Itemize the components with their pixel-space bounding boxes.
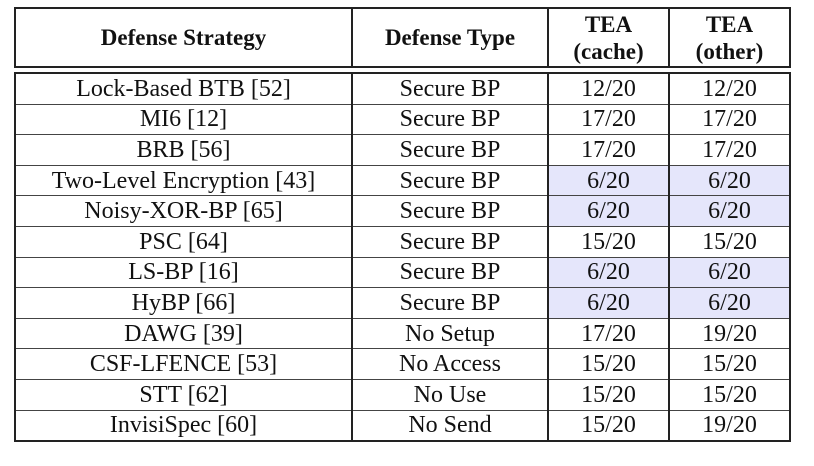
cell-defense-type: Secure BP bbox=[352, 135, 548, 166]
cell-tea-other: 12/20 bbox=[669, 73, 790, 104]
cell-tea-other: 15/20 bbox=[669, 226, 790, 257]
header-defense-type bbox=[352, 8, 548, 67]
cell-tea-other: 6/20 bbox=[669, 288, 790, 319]
cell-tea-other: 19/20 bbox=[669, 318, 790, 349]
cell-defense-type: Secure BP bbox=[352, 257, 548, 288]
cell-tea-other: 15/20 bbox=[669, 349, 790, 380]
table-row bbox=[15, 349, 790, 380]
header-row bbox=[15, 8, 790, 67]
cell-defense-type: Secure BP bbox=[352, 165, 548, 196]
cell-defense-strategy: Two-Level Encryption [43] bbox=[15, 165, 352, 196]
cell-defense-type: No Access bbox=[352, 349, 548, 380]
header-tea-other-line1: TEA bbox=[705, 11, 754, 37]
cell-tea-cache: 15/20 bbox=[548, 349, 669, 380]
cell-defense-strategy: BRB [56] bbox=[15, 135, 352, 166]
cell-tea-cache: 6/20 bbox=[548, 165, 669, 196]
cell-defense-strategy: HyBP [66] bbox=[15, 288, 352, 319]
defense-table-container bbox=[14, 7, 789, 442]
cell-defense-strategy: PSC [64] bbox=[15, 226, 352, 257]
cell-tea-other: 17/20 bbox=[669, 104, 790, 135]
cell-tea-cache: 6/20 bbox=[548, 288, 669, 319]
cell-tea-other: 17/20 bbox=[669, 135, 790, 166]
cell-defense-strategy: DAWG [39] bbox=[15, 318, 352, 349]
header-defense-strategy bbox=[15, 8, 352, 67]
table-row bbox=[15, 410, 790, 441]
table-row bbox=[15, 226, 790, 257]
table-row bbox=[15, 288, 790, 319]
table-row bbox=[15, 73, 790, 104]
defense-strategy-table bbox=[14, 7, 791, 442]
cell-tea-cache: 17/20 bbox=[548, 135, 669, 166]
cell-defense-type: Secure BP bbox=[352, 226, 548, 257]
cell-defense-type: No Send bbox=[352, 410, 548, 441]
cell-tea-cache: 17/20 bbox=[548, 104, 669, 135]
header-defense-type-label: Defense Type bbox=[384, 25, 516, 50]
cell-tea-cache: 15/20 bbox=[548, 379, 669, 410]
cell-defense-strategy: MI6 [12] bbox=[15, 104, 352, 135]
table-row bbox=[15, 135, 790, 166]
cell-defense-type: No Setup bbox=[352, 318, 548, 349]
header-tea-cache bbox=[548, 8, 669, 67]
cell-tea-other: 15/20 bbox=[669, 379, 790, 410]
header-tea-other bbox=[669, 8, 790, 67]
cell-defense-type: Secure BP bbox=[352, 288, 548, 319]
header-defense-strategy-label: Defense Strategy bbox=[100, 25, 267, 50]
cell-tea-other: 6/20 bbox=[669, 196, 790, 227]
header-tea-cache-line1: TEA bbox=[584, 11, 633, 37]
table-row bbox=[15, 165, 790, 196]
cell-tea-cache: 15/20 bbox=[548, 226, 669, 257]
cell-tea-cache: 17/20 bbox=[548, 318, 669, 349]
table-row bbox=[15, 318, 790, 349]
cell-defense-strategy: LS-BP [16] bbox=[15, 257, 352, 288]
table-header bbox=[15, 8, 790, 67]
cell-tea-cache: 6/20 bbox=[548, 257, 669, 288]
table-row bbox=[15, 379, 790, 410]
table-row bbox=[15, 257, 790, 288]
table-body bbox=[15, 73, 790, 441]
cell-defense-strategy: InvisiSpec [60] bbox=[15, 410, 352, 441]
cell-defense-type: No Use bbox=[352, 379, 548, 410]
table-row bbox=[15, 196, 790, 227]
cell-tea-other: 6/20 bbox=[669, 165, 790, 196]
cell-defense-type: Secure BP bbox=[352, 196, 548, 227]
cell-tea-cache: 15/20 bbox=[548, 410, 669, 441]
cell-tea-other: 19/20 bbox=[669, 410, 790, 441]
cell-defense-type: Secure BP bbox=[352, 73, 548, 104]
header-tea-cache-line2: (cache) bbox=[573, 38, 644, 64]
cell-defense-strategy: Lock-Based BTB [52] bbox=[15, 73, 352, 104]
cell-defense-strategy: CSF-LFENCE [53] bbox=[15, 349, 352, 380]
cell-defense-strategy: STT [62] bbox=[15, 379, 352, 410]
table-row bbox=[15, 104, 790, 135]
cell-tea-cache: 6/20 bbox=[548, 196, 669, 227]
cell-defense-type: Secure BP bbox=[352, 104, 548, 135]
cell-tea-cache: 12/20 bbox=[548, 73, 669, 104]
cell-tea-other: 6/20 bbox=[669, 257, 790, 288]
cell-defense-strategy: Noisy-XOR-BP [65] bbox=[15, 196, 352, 227]
header-tea-other-line2: (other) bbox=[695, 38, 764, 64]
